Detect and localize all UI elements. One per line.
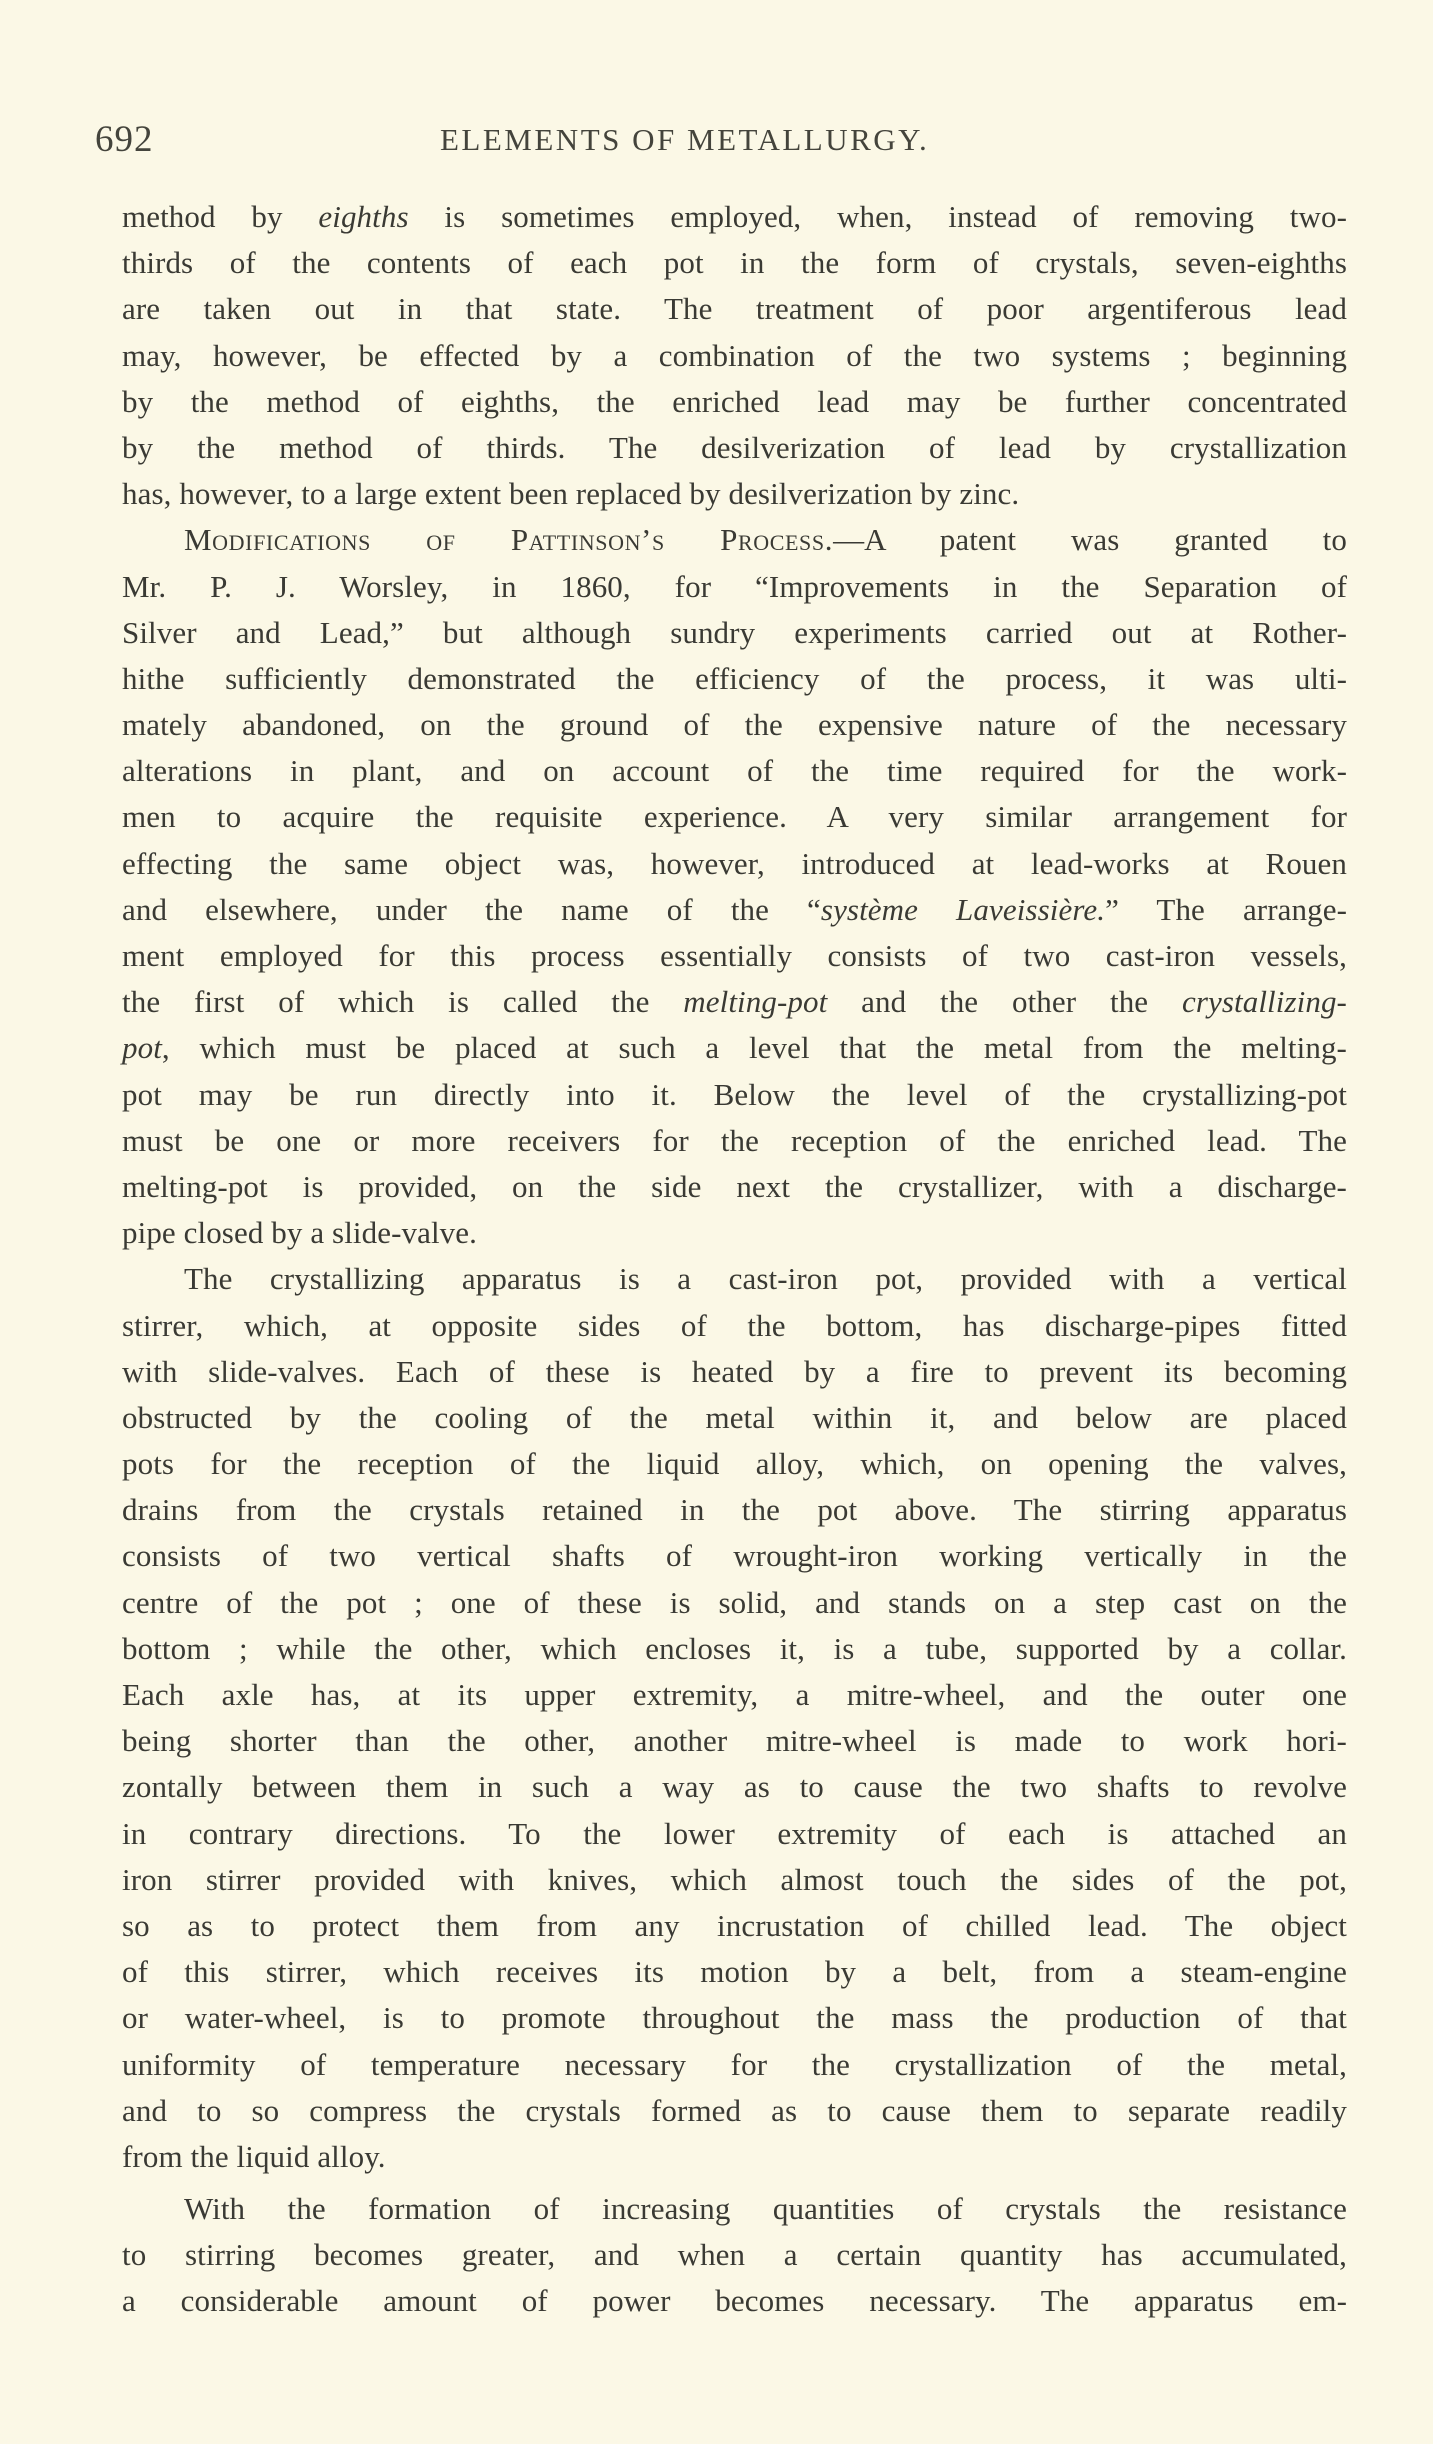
text-segment: pot may be run directly into it. Below the level of the crystallizing-pot [122,1076,1347,1112]
text-line [122,286,1347,332]
text-segment: obstructed by the cooling of the metal within it, and below are placed [122,1399,1347,1435]
text-line [122,1118,1347,1164]
text-segment: bottom ; while the other, which encloses it, is a tube, supported by a collar. [122,1630,1347,1666]
italic-term: système Laveissière. [820,891,1106,927]
text-line [122,333,1347,379]
text-segment: effecting the same object was, however, introduced at lead-works at Rouen [122,845,1347,881]
text-segment: are taken out in that state. The treatment of poor argentiferous lead [122,291,1347,327]
text-line [122,748,1347,794]
text-segment: Each axle has, at its upper extremity, a mitre-wheel, and the outer one [122,1677,1347,1712]
text-line [122,1903,1347,1949]
text-segment: melting-pot is provided, on the side next the crystallizer, with a discharge- [122,1168,1347,1204]
running-title: ELEMENTS OF METALLURGY. [440,122,930,157]
text-segment: being shorter than the other, another mitre-wheel is made to work hori- [122,1723,1347,1759]
text-segment: consists of two vertical shafts of wrought-iron working vertically in the [122,1538,1347,1574]
text-segment: alterations in plant, and on account of the time required for the work- [122,753,1347,789]
text-segment: centre of the pot ; one of these is solid, and stands on a step cast on the [122,1584,1347,1620]
text-segment: so as to protect them from any incrustation of chilled lead. The object [122,1907,1347,1943]
text-segment: hithe sufficiently demonstrated the efficiency of the process, it was ulti- [122,660,1347,696]
text-segment: and to so compress the crystals formed as to cause them to separate readily [122,2092,1347,2128]
text-line [122,702,1347,748]
text-line [122,2186,1347,2232]
text-line [122,1580,1347,1626]
page-number: 692 [95,119,154,160]
text-line [122,564,1347,610]
text-segment: pipe closed by a slide-valve. [122,1215,477,1251]
text-segment: from the liquid alloy. [122,2138,386,2174]
text-line [122,1395,1347,1441]
text-segment: to stirring becomes greater, and when a certain quantity has accumulated, [122,2237,1347,2273]
text-line [122,1995,1347,2041]
text-line [122,610,1347,656]
text-segment: ment employed for this process essentially consists of two cast-iron vessels, [122,938,1347,973]
text-segment: Mr. P. J. Worsley, in 1860, for “Improvements in the Separation of [122,568,1347,604]
text-line [122,2134,1347,2180]
running-head [95,118,1355,168]
text-line [122,1072,1347,1118]
text-segment: or water-wheel, is to promote throughout the mass the production of that [122,2000,1347,2036]
text-segment: pots for the reception of the liquid alloy, which, on opening the valves, [122,1446,1347,1482]
text-line [122,656,1347,702]
text-line [122,240,1347,286]
text-segment: Silver and Lead,” but although sundry experiments carried out at Rother- [122,614,1347,650]
text-line [122,2232,1347,2278]
section-heading: Modifications of Pattinson’s Process. [184,522,834,558]
text-line [122,425,1347,471]
text-segment: by the method of eighths, the enriched lead may be further concentrated [122,383,1347,419]
text-line [122,1303,1347,1349]
text-line [122,1811,1347,1857]
text-line [122,1349,1347,1395]
text-segment: iron stirrer provided with knives, which almost touch the sides of the pot, [122,1861,1347,1897]
text-segment: zontally between them in such a way as to cause the two shafts to revolve [122,1769,1347,1805]
italic-term: pot [122,1030,162,1066]
text-segment: , which must be placed at such a level that the metal from the melting- [161,1030,1347,1066]
text-line [122,471,1347,517]
text-segment: in contrary directions. To the lower extremity of each is attached an [122,1815,1347,1851]
body-text [122,194,1347,2325]
text-line [122,933,1347,979]
text-line [122,1256,1347,1302]
text-line [122,1718,1347,1764]
text-line [122,1857,1347,1903]
italic-term: eighths [318,199,409,234]
text-line [122,1626,1347,1672]
text-line [122,1672,1347,1718]
text-segment: with slide-valves. Each of these is heated by a fire to prevent its becoming [122,1353,1347,1389]
text-line [122,2088,1347,2134]
text-segment: method by [122,199,319,234]
italic-term: crystallizing- [1181,984,1347,1020]
text-segment: of this stirrer, which receives its motion by a belt, from a steam-engine [122,1954,1347,1990]
text-segment: thirds of the contents of each pot in the form of crystals, seven-eighths [122,245,1347,281]
text-segment: uniformity of temperature necessary for the crystallization of the metal, [122,2046,1347,2082]
text-line [122,1164,1347,1210]
text-segment: and elsewhere, under the name of the “ [122,891,821,927]
text-line [122,379,1347,425]
text-line [122,1533,1347,1579]
text-line [122,841,1347,887]
text-segment: must be one or more receivers for the reception of the enriched lead. The [122,1122,1347,1158]
text-line [122,1487,1347,1533]
text-segment: is sometimes employed, when, instead of removing two- [408,199,1347,234]
text-line [122,2278,1347,2324]
text-line [122,979,1347,1025]
text-line [122,887,1347,933]
text-line [122,1025,1347,1071]
text-line [122,1764,1347,1810]
text-segment: and the other the [827,984,1182,1020]
text-segment: the first of which is called the [122,984,684,1020]
text-line [122,1441,1347,1487]
text-segment: men to acquire the requisite experience. A very similar arrangement for [122,799,1347,835]
text-segment: stirrer, which, at opposite sides of the bottom, has discharge-pipes fitted [122,1307,1347,1343]
text-segment: —A patent was granted to [833,522,1347,558]
text-line [122,2042,1347,2088]
text-segment: mately abandoned, on the ground of the expensive nature of the necessary [122,707,1347,743]
text-segment: by the method of thirds. The desilverization of lead by crystallization [122,429,1347,465]
text-segment: may, however, be effected by a combination of the two systems ; beginning [122,337,1347,373]
text-line [122,517,1347,563]
text-line [122,794,1347,840]
text-segment: has, however, to a large extent been replaced by desilverization by zinc. [122,476,1020,512]
text-line [122,1210,1347,1256]
text-segment: a considerable amount of power becomes necessary. The apparatus em- [122,2283,1347,2319]
text-segment: The crystallizing apparatus is a cast-iron pot, provided with a vertical [184,1261,1347,1297]
italic-term: melting-pot [683,984,828,1020]
text-line [122,1949,1347,1995]
text-line [122,194,1347,240]
text-segment: drains from the crystals retained in the pot above. The stirring apparatus [122,1492,1347,1528]
text-segment: ” The arrange- [1105,891,1347,927]
text-segment: With the formation of increasing quantities of crystals the resistance [184,2191,1347,2227]
